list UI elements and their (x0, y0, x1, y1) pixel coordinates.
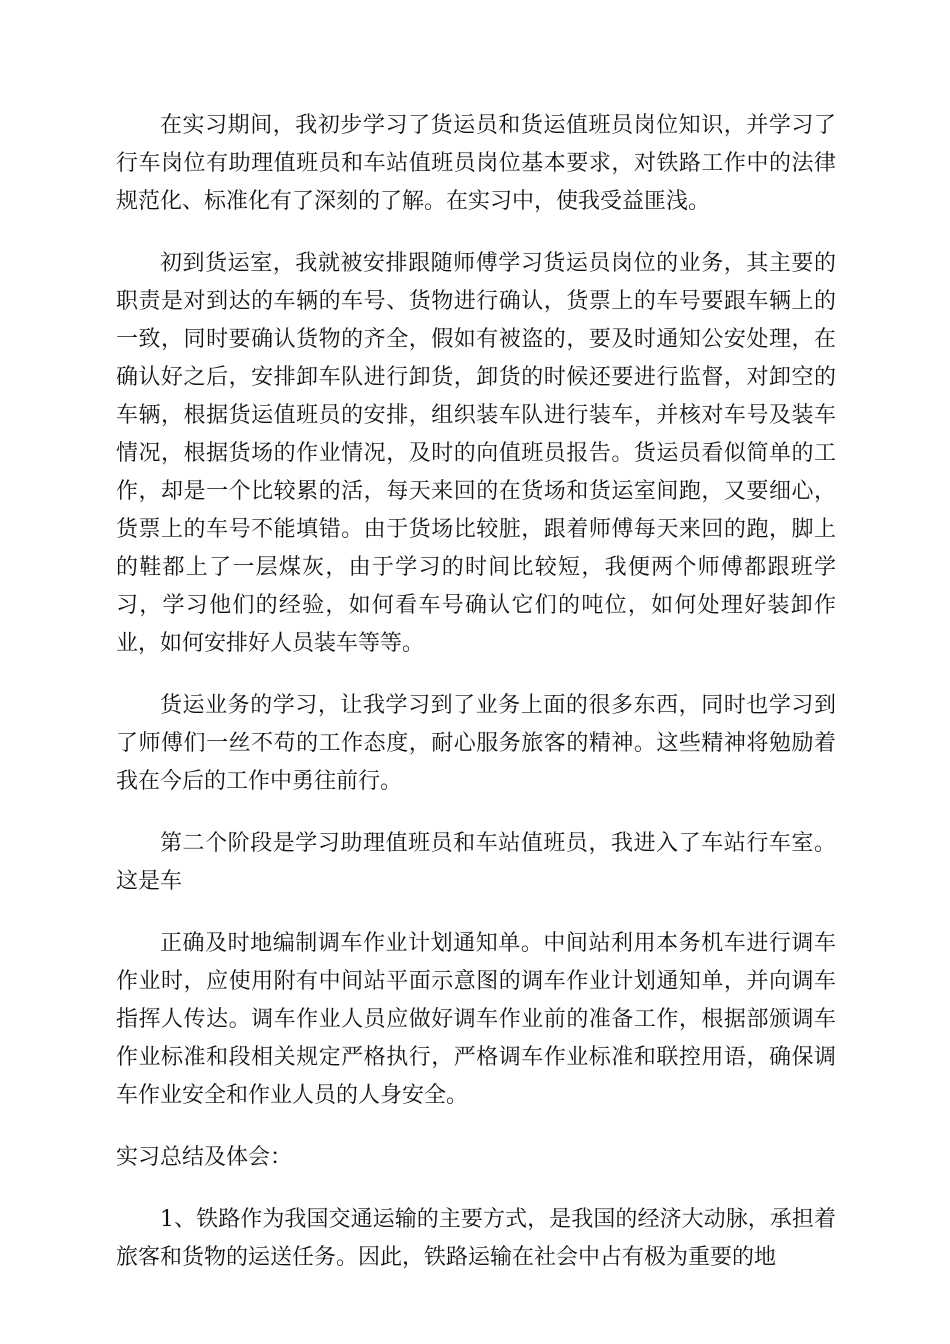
paragraph-internship-overview: 在实习期间，我初步学习了货运员和货运值班员岗位知识，并学习了行车岗位有助理值班员和车站值班员岗位基本要求，对铁路工作中的法律规范化、标准化有了深刻的了解。在实习中，使我受益匪浅。 (116, 113, 836, 214)
section-heading-summary: 实习总结及体会： (116, 1145, 293, 1170)
document-page (116, 107, 836, 1301)
paragraph-freight-learning: 货运业务的学习，让我学习到了业务上面的很多东西，同时也学习到了师傅们一丝不苟的工作态度，耐心服务旅客的精神。这些精神将勉励着我在今后的工作中勇往前行。 (116, 693, 836, 794)
paragraph-summary-point-1: 1、铁路作为我国交通运输的主要方式，是我国的经济大动脉，承担着旅客和货物的运送任务。因此，铁路运输在社会中占有极为重要的地 (116, 1207, 836, 1270)
paragraph-second-stage: 第二个阶段是学习助理值班员和车站值班员，我进入了车站行车室。这是车 (116, 831, 836, 894)
paragraph-shunting-plan: 正确及时地编制调车作业计划通知单。中间站利用本务机车进行调车作业时，应使用附有中间站平面示意图的调车作业计划通知单，并向调车指挥人传达。调车作业人员应做好调车作业前的准备工作，根据部颁调车作业标准和段相关规定严格执行，严格调车作业标准和联控用语，确保调车作业安全和作业人员的人身安全。 (116, 931, 836, 1108)
paragraph-freight-room: 初到货运室，我就被安排跟随师傅学习货运员岗位的业务，其主要的职责是对到达的车辆的车号、货物进行确认，货票上的车号要跟车辆上的一致，同时要确认货物的齐全，假如有被盗的，要及时通知公安处理，在确认好之后，安排卸车队进行卸货，卸货的时候还要进行监督，对卸空的车辆，根据货运值班员的安排，组织装车队进行装车，并核对车号及装车情况，根据货场的作业情况，及时的向值班员报告。货运员看似简单的工作，却是一个比较累的活，每天来回的在货场和货运室间跑，又要细心，货票上的车号不能填错。由于货场比较脏，跟着师傅每天来回的跑，脚上的鞋都上了一层煤灰，由于学习的时间比较短，我便两个师傅都跟班学习，学习他们的经验，如何看车号确认它们的吨位，如何处理好装卸作业，如何安排好人员装车等等。 (116, 251, 836, 656)
